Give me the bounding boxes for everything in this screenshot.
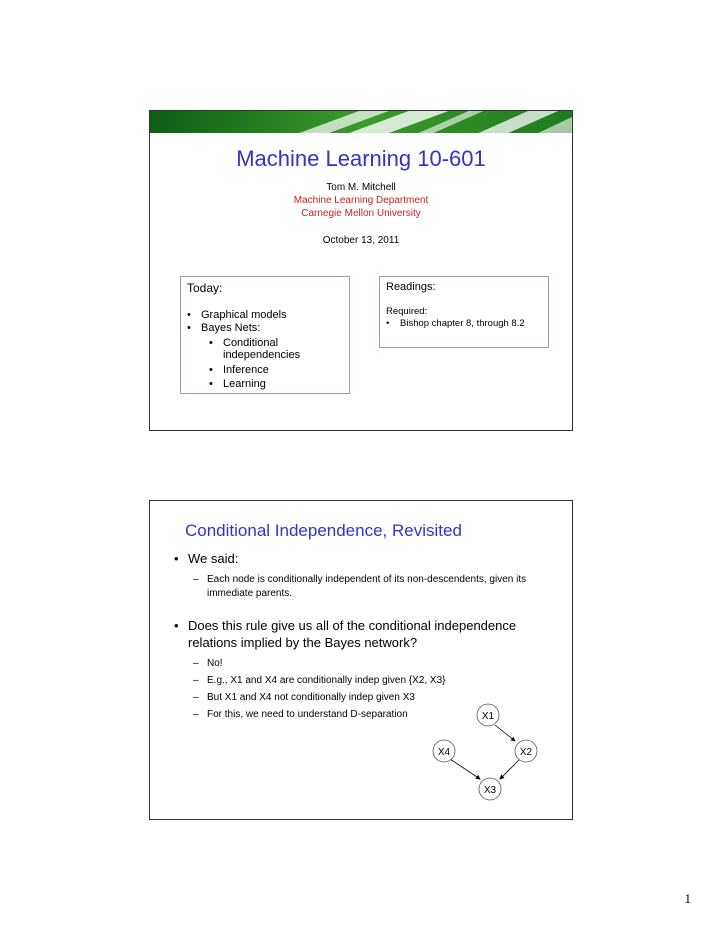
today-list [201, 309, 287, 335]
edge-x4-x3 [450, 759, 480, 779]
bayes-net-graph [150, 501, 574, 821]
bullet-marker: • [174, 618, 179, 633]
slide-2 [149, 500, 573, 820]
sub-bullet-text: E.g., X1 and X4 are conditionally indep given {X2, X3} [207, 675, 446, 686]
lecture-date: October 13, 2011 [322, 235, 400, 246]
bullet-marker: • [174, 551, 179, 566]
list-item: • Bishop chapter 8, through 8.2 [400, 318, 525, 330]
dash-marker: – [193, 574, 199, 585]
node-label: X3 [483, 785, 497, 796]
slide-1 [149, 110, 573, 431]
edge-x1-x2 [495, 725, 515, 741]
today-sublist [223, 337, 333, 391]
university-name: Carnegie Mellon University [301, 208, 421, 219]
list-item: • Conditional independencies [223, 337, 333, 361]
node-x1 [477, 704, 499, 726]
dash-marker: – [193, 692, 199, 703]
node-label: X2 [519, 747, 533, 758]
list-item: • Learning [223, 378, 333, 391]
today-heading: Today: [187, 281, 223, 295]
list-item: • Graphical models [201, 309, 287, 322]
edge-x2-x3 [500, 759, 520, 779]
slide-banner [150, 111, 572, 133]
required-label: Required: [386, 306, 428, 317]
node-label: X1 [481, 711, 495, 722]
dash-marker: – [193, 675, 199, 686]
readings-list [400, 318, 525, 330]
bullet-2: Does this rule give us all of the conditional independence relations implied by the Bayes network? [188, 618, 517, 650]
today-box [180, 276, 350, 394]
page-number: 1 [684, 891, 691, 906]
sub-bullet-text: No! [207, 658, 223, 669]
slide-title: Machine Learning 10-601 [236, 146, 486, 171]
list-item: • Bayes Nets: [201, 322, 287, 335]
sub-bullet-text: But X1 and X4 not conditionally indep given X3 [207, 692, 415, 703]
node-label: X4 [437, 747, 451, 758]
readings-box [379, 276, 549, 348]
readings-heading: Readings: [386, 281, 436, 293]
department-name: Machine Learning Department [293, 195, 429, 206]
dash-marker: – [193, 709, 199, 720]
list-item: • Inference [223, 364, 333, 377]
slide-title: Conditional Independence, Revisited [185, 521, 462, 540]
node-x4 [433, 740, 455, 762]
dash-marker: – [193, 658, 199, 669]
bullet-1: We said: [188, 551, 239, 566]
sub-bullet-text: For this, we need to understand D-separation [207, 709, 408, 720]
node-x3 [479, 778, 501, 800]
bullet-1-sub: Each node is conditionally independent of its non-descendents, given its immediate parents. [207, 574, 527, 599]
author-name: Tom M. Mitchell [326, 182, 396, 193]
node-x2 [515, 740, 537, 762]
